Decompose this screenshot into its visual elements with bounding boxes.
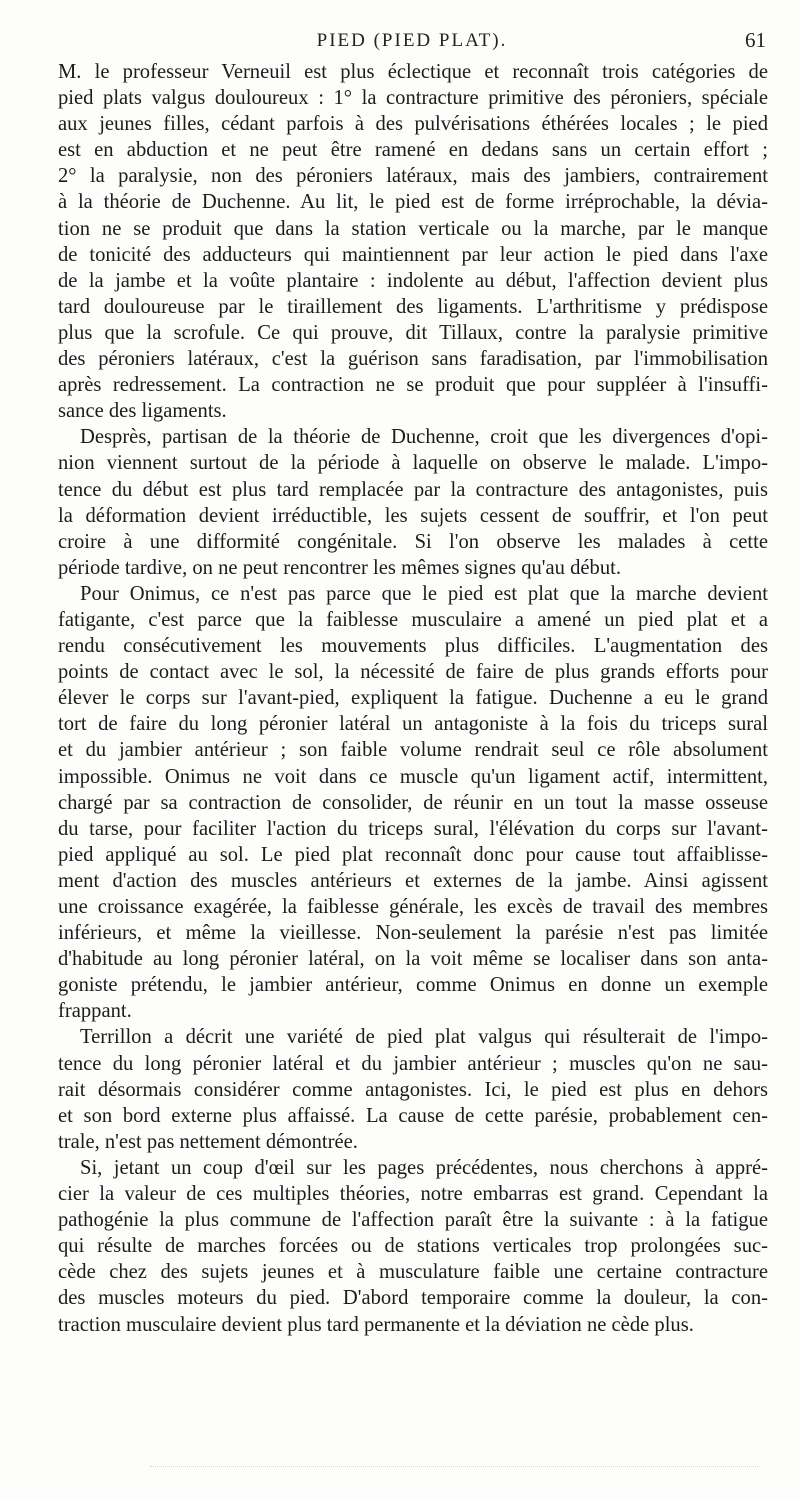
text-line: des muscles moteurs du pied. D'abord temporaire comme la douleur, la con- xyxy=(58,1287,768,1310)
text-line: rendu consécutivement les mouvements plus difficiles. L'augmentation des xyxy=(58,635,768,658)
text-line: Pour Onimus, ce n'est pas parce que le pied est plat que la marche devient xyxy=(80,582,768,605)
text-line: de tonicité des adducteurs qui maintiennent par leur action le pied dans l'axe xyxy=(58,243,768,266)
text-line: sance des ligaments. xyxy=(58,400,227,423)
text-line: pathogénie la plus commune de l'affection paraît être la suivante : à la fatigue xyxy=(58,1209,768,1232)
text-line: après redressement. La contraction ne se produit que pour suppléer à l'insuffi- xyxy=(58,374,768,397)
text-line: tion ne se produit que dans la station verticale ou la marche, par le manque xyxy=(58,217,768,240)
text-line: aux jeunes filles, cédant parfois à des pulvérisations éthérées locales ; le pied xyxy=(58,113,768,136)
text-line: d'habitude au long péronier latéral, on la voit même se localiser dans son anta- xyxy=(58,948,768,971)
text-line: cède chez des sujets jeunes et à musculature faible une certaine contracture xyxy=(58,1261,768,1284)
text-line: points de contact avec le sol, la nécessité de faire de plus grands efforts pour xyxy=(58,661,768,684)
text-line: croire à une difformité congénitale. Si l'on observe les malades à cette xyxy=(58,530,768,553)
text-line: tence du long péronier latéral et du jambier antérieur ; muscles qu'on ne sau- xyxy=(58,1052,768,1075)
text-line: et son bord externe plus affaissé. La cause de cette parésie, probablement cen- xyxy=(58,1104,768,1127)
text-line: inférieurs, et même la vieillesse. Non-seulement la parésie n'est pas limitée xyxy=(58,922,768,945)
text-line: pied appliqué au sol. Le pied plat reconnaît donc pour cause tout affaiblisse- xyxy=(58,843,768,866)
text-line: cier la valeur de ces multiples théories, notre embarras est grand. Cependant la xyxy=(58,1183,768,1206)
text-line: et du jambier antérieur ; son faible volume rendrait seul ce rôle absolument xyxy=(58,739,768,762)
text-line: nion viennent surtout de la période à laquelle on observe le malade. L'impo- xyxy=(58,452,768,475)
text-line: ment d'action des muscles antérieurs et externes de la jambe. Ainsi agissent xyxy=(58,869,768,892)
text-line: trale, n'est pas nettement démontrée. xyxy=(58,1130,358,1153)
text-line: est en abduction et ne peut être ramené en dedans sans un certain effort ; xyxy=(58,139,768,162)
text-line: tort de faire du long péronier latéral un antagoniste à la fois du triceps sural xyxy=(58,713,768,736)
text-line: une croissance exagérée, la faiblesse générale, les excès de travail des membres xyxy=(58,896,768,918)
paragraph xyxy=(58,59,768,424)
text-line: pied plats valgus douloureux : 1° la contracture primitive des péroniers, spéciale xyxy=(58,87,768,110)
paragraph xyxy=(58,581,768,1025)
page-number: 61 xyxy=(745,28,766,52)
text-line: qui résulte de marches forcées ou de stations verticales trop prolongées suc- xyxy=(58,1235,768,1258)
text-line: Si, jetant un coup d'œil sur les pages précédentes, nous cherchons à appré- xyxy=(80,1156,768,1179)
text-line: période tardive, on ne peut rencontrer les mêmes signes qu'au début. xyxy=(58,556,621,579)
text-line: tence du début est plus tard remplacée par la contracture des antagonistes, puis xyxy=(58,478,768,501)
text-line: tard douloureuse par le tiraillement des ligaments. L'arthritisme y prédispose xyxy=(58,295,768,318)
running-title: PIED (PIED PLAT). xyxy=(316,30,508,51)
paragraph xyxy=(58,1155,768,1338)
paragraph xyxy=(58,1024,768,1154)
text-line: fatigante, c'est parce que la faiblesse musculaire a amené un pied plat et a xyxy=(58,608,768,631)
text-line: plus que la scrofule. Ce qui prouve, dit Tillaux, contre la paralysie primitive xyxy=(58,321,768,344)
page-footer-rule xyxy=(150,1466,760,1471)
text-line: goniste prétendu, le jambier antérieur, comme Onimus en donne un exemple xyxy=(58,974,768,997)
text-line: Terrillon a décrit une variété de pied plat valgus qui résulterait de l'impo- xyxy=(80,1026,768,1049)
text-line: rait désormais considérer comme antagonistes. Ici, le pied est plus en dehors xyxy=(58,1078,768,1101)
text-line: la déformation devient irréductible, les sujets cessent de souffrir, et l'on peut xyxy=(58,504,768,527)
text-line: 2° la paralysie, non des péroniers latéraux, mais des jambiers, contrairement xyxy=(58,165,768,188)
text-line: Desprès, partisan de la théorie de Duchenne, croit que les divergences d'opi- xyxy=(80,426,768,449)
text-line: à la théorie de Duchenne. Au lit, le pied est de forme irréprochable, la dévia- xyxy=(58,191,768,214)
text-line: M. le professeur Verneuil est plus éclectique et reconnaît trois catégories de xyxy=(58,61,768,83)
text-line: des péroniers latéraux, c'est la guérison sans faradisation, par l'immobilisation xyxy=(58,348,768,371)
text-line: chargé par sa contraction de consolider, de réunir en un tout la masse osseuse xyxy=(58,791,768,814)
text-line: du tarse, pour faciliter l'action du triceps sural, l'élévation du corps sur l'avant- xyxy=(58,817,768,840)
running-head xyxy=(58,24,766,56)
text-line: impossible. Onimus ne voit dans ce muscle qu'un ligament actif, intermittent, xyxy=(58,765,768,788)
text-line: traction musculaire devient plus tard permanente et la déviation ne cède plus. xyxy=(58,1313,694,1336)
paragraph xyxy=(58,424,768,581)
text-line: élever le corps sur l'avant-pied, expliquent la fatigue. Duchenne a eu le grand xyxy=(58,687,768,710)
body-text xyxy=(58,59,768,1338)
text-line: frappant. xyxy=(58,1000,132,1023)
text-line: de la jambe et la voûte plantaire : indolente au début, l'affection devient plus xyxy=(58,269,768,292)
